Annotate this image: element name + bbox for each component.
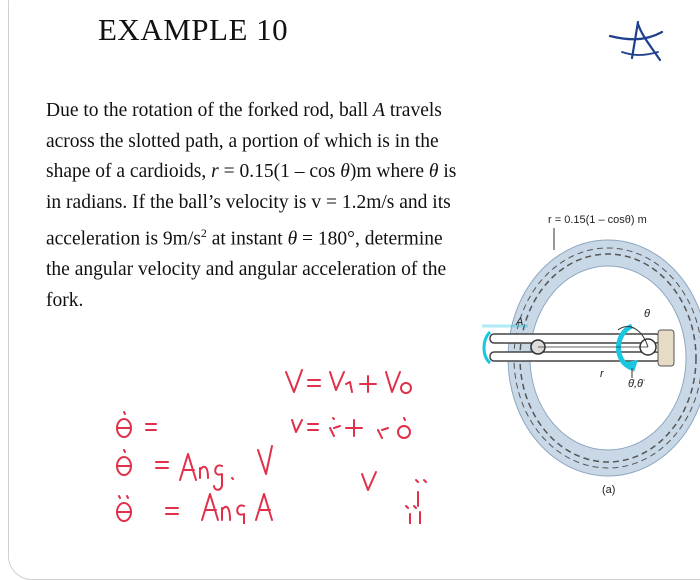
figure-equation: r = 0.15(1 – cosθ) m [548, 214, 647, 226]
r-label: r [600, 368, 604, 380]
theta-label: θ [644, 308, 650, 320]
point-a-label: A [516, 316, 524, 328]
problem-statement: Due to the rotation of the forked rod, ball A travels across the slotted path, a portion of which is in the shape of a cardioids, r = 0.15(1 – cos θ)m where θ is in radians. If the ball’s velocity is v = 1.2m/s and its acceleration is $9m/s^2$ at instant θ = 180°, determine the angular velocity and angular acceleration of the fork. [46, 100, 457, 311]
cardioid-figure [482, 206, 700, 522]
figure-caption: (a) [602, 484, 616, 496]
rates-label: θ̇,θ̈ [628, 378, 643, 390]
figure-drawing [482, 206, 700, 522]
slide-title: EXAMPLE 10 [98, 12, 289, 47]
